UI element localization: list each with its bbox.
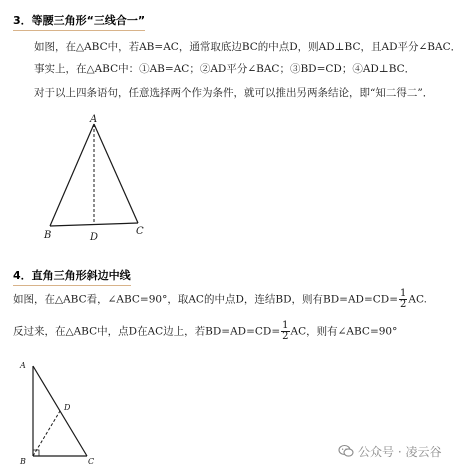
section-4-line-1: [13, 289, 427, 310]
vertex-label-c: C: [88, 457, 95, 466]
vertex-label-b: B: [20, 457, 26, 466]
vertex-label-c: C: [136, 226, 144, 237]
vertex-label-a: A: [90, 114, 98, 125]
wechat-icon: [338, 444, 354, 458]
section-3-line-1: 如图，在△ABC中，若AB=AC，通常取底边BC的中点D，则AD⊥BC，且AD平分∠BAC．: [34, 41, 462, 53]
side-ab: [50, 124, 94, 226]
point-label-d: D: [64, 403, 71, 412]
side-ac: [94, 124, 138, 223]
section-3-line-2: 事实上，在△ABC中：①AB=AC；②AD平分∠BAC；③BD=CD；④AD⊥BC．: [34, 63, 416, 75]
watermark: [338, 443, 441, 460]
right-triangle-figure: [14, 356, 114, 470]
fraction-numerator: 1: [400, 288, 407, 299]
fraction-one-half: [399, 289, 407, 310]
vertex-label-a: A: [20, 361, 26, 370]
section-4-line-1-text: 如图，在△ABC看，∠ABC=90°，取AC的中点D，连结BD，则有BD=AD=CD=: [13, 293, 398, 306]
watermark-text: 公众号 · 凌云谷: [358, 445, 442, 459]
section-4-line-2: [13, 321, 397, 342]
section-4-line-2-tail: AC，则有∠ABC=90°: [290, 325, 398, 338]
point-label-d: D: [90, 232, 99, 243]
section-4-title: 4．直角三角形斜边中线: [13, 267, 131, 286]
fraction-one-half: [281, 321, 289, 342]
fraction-numerator: 1: [282, 320, 289, 331]
vertex-label-b: B: [44, 230, 52, 241]
section-3-title: 3．等腰三角形“三线合一”: [13, 12, 145, 31]
section-4-line-2-text: 反过来，在△ABC中，点D在AC边上，若BD=AD=CD=: [13, 325, 281, 338]
fraction-denominator: 2: [282, 331, 289, 342]
median-bd: [33, 411, 60, 456]
fraction-denominator: 2: [400, 299, 407, 310]
isosceles-triangle-figure: [30, 110, 160, 245]
section-4-line-1-tail: AC.: [408, 293, 427, 306]
section-3-line-3: 对于以上四条语句，任意选择两个作为条件，就可以推出另两条结论，即“知二得二”．: [34, 87, 434, 99]
